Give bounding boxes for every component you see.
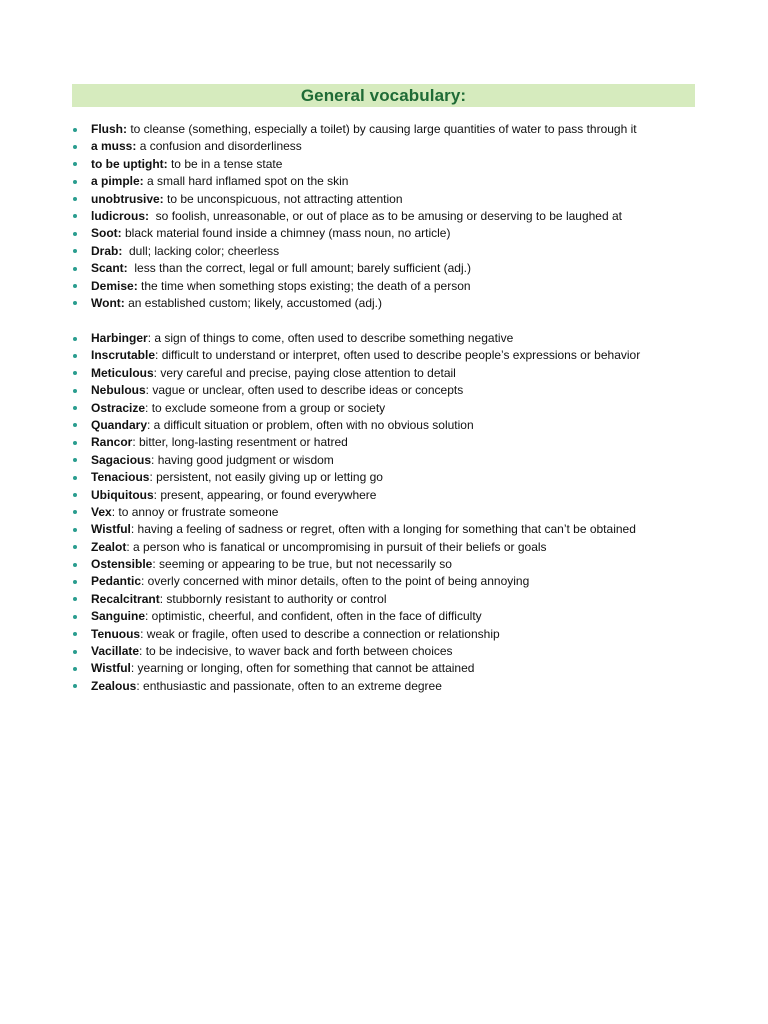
vocab-item <box>72 400 732 417</box>
bullet-dot-icon <box>73 632 77 636</box>
bullet-dot-icon <box>73 458 77 462</box>
vocab-term: Nebulous <box>91 383 146 398</box>
vocab-definition: : having a feeling of sadness or regret, often with a longing for something that can’t be obtained <box>130 522 636 537</box>
vocab-term: Demise: <box>91 278 138 293</box>
bullet-dot-icon <box>73 545 77 549</box>
vocab-definition: to be unconspicuous, not attracting attention <box>163 191 403 206</box>
vocab-definition: so foolish, unreasonable, or out of place as to be amusing or deserving to be laughed at <box>149 208 622 223</box>
bullet-dot-icon <box>73 389 77 393</box>
vocab-definition: : enthusiastic and passionate, often to an extreme degree <box>136 678 442 693</box>
vocab-item <box>72 156 732 173</box>
vocab-term: to be uptight: <box>91 156 168 171</box>
bullet-dot-icon <box>73 406 77 410</box>
vocab-item <box>72 521 732 538</box>
vocab-item <box>72 626 732 643</box>
vocab-definition: : stubbornly resistant to authority or control <box>159 591 387 606</box>
bullet-dot-icon <box>73 493 77 497</box>
vocab-definition: : difficult to understand or interpret, often used to describe people’s expressions or behavior <box>155 348 641 363</box>
vocab-definition: dull; lacking color; cheerless <box>122 243 280 258</box>
vocab-definition: to be in a tense state <box>167 156 283 171</box>
vocab-definition: : vague or unclear, often used to describe ideas or concepts <box>145 383 464 398</box>
vocab-definition: : overly concerned with minor details, often to the point of being annoying <box>141 574 530 589</box>
bullet-dot-icon <box>73 423 77 427</box>
vocab-term: Harbinger <box>91 331 148 345</box>
vocab-term: Tenuous <box>91 626 141 641</box>
page-title: General vocabulary: <box>300 85 467 105</box>
bullet-dot-icon <box>73 528 77 532</box>
vocab-term: a muss: <box>91 139 137 154</box>
bullet-dot-icon <box>73 371 77 375</box>
bullet-dot-icon <box>73 510 77 514</box>
vocab-definition: : optimistic, cheerful, and confident, often in the face of difficulty <box>145 609 482 624</box>
vocab-item <box>72 225 732 242</box>
vocab-item <box>72 121 732 138</box>
bullet-dot-icon <box>73 667 77 671</box>
vocab-definition: : to be indecisive, to waver back and forth between choices <box>139 644 453 659</box>
bullet-dot-icon <box>73 563 77 567</box>
vocab-definition: : having good judgment or wisdom <box>151 452 334 467</box>
vocab-item <box>72 417 732 434</box>
vocab-term: Zealous <box>91 678 137 693</box>
bullet-dot-icon <box>73 441 77 445</box>
bullet-dot-icon <box>73 214 77 218</box>
bullet-dot-icon <box>73 580 77 584</box>
vocab-term: Tenacious <box>91 470 150 485</box>
vocab-item <box>72 173 732 190</box>
vocab-item <box>72 643 732 660</box>
vocab-item <box>72 330 732 347</box>
vocab-item <box>72 382 732 399</box>
vocab-item <box>72 469 732 486</box>
bullet-dot-icon <box>73 684 77 688</box>
vocab-item <box>72 278 732 295</box>
vocab-term: Ostracize <box>91 400 146 415</box>
bullet-dot-icon <box>73 180 77 184</box>
bullet-dot-icon <box>73 232 77 236</box>
vocab-term: Zealot <box>91 539 127 554</box>
vocab-definition: an established custom; likely, accustomed (adj.) <box>124 295 382 310</box>
vocab-definition: : persistent, not easily giving up or letting go <box>149 470 383 485</box>
vocab-definition: : seeming or appearing to be true, but not necessarily so <box>152 557 452 572</box>
bullet-dot-icon <box>73 197 77 201</box>
vocab-term: Wistful <box>91 522 131 537</box>
vocab-definition: to cleanse (something, especially a toilet) by causing large quantities of water to pass through it <box>127 122 637 136</box>
vocab-definition: : present, appearing, or found everywhere <box>153 487 377 502</box>
vocab-definition: : to exclude someone from a group or society <box>145 400 386 415</box>
vocab-item <box>72 573 732 590</box>
vocab-term: Wistful <box>91 661 131 676</box>
vocab-definition: less than the correct, legal or full amount; barely sufficient (adj.) <box>127 261 471 276</box>
bullet-dot-icon <box>73 128 77 132</box>
vocabulary-list-general <box>72 121 732 312</box>
title-band <box>72 84 695 107</box>
vocab-definition: the time when something stops existing; the death of a person <box>137 278 471 293</box>
vocab-term: Drab: <box>91 243 123 258</box>
vocab-item <box>72 191 732 208</box>
vocab-item <box>72 452 732 469</box>
bullet-dot-icon <box>73 162 77 166</box>
bullet-dot-icon <box>73 597 77 601</box>
vocab-definition: : very careful and precise, paying close attention to detail <box>153 365 456 380</box>
vocab-definition: : a person who is fanatical or uncompromising in pursuit of their beliefs or goals <box>126 539 547 554</box>
vocab-definition: : yearning or longing, often for something that cannot be attained <box>130 661 475 676</box>
vocab-item <box>72 138 732 155</box>
vocab-item <box>72 434 732 451</box>
vocab-term: Inscrutable <box>91 348 156 363</box>
vocab-term: Quandary <box>91 417 148 432</box>
bullet-dot-icon <box>73 249 77 253</box>
vocabulary-list-advanced <box>72 330 732 695</box>
bullet-dot-icon <box>73 284 77 288</box>
vocab-term: Pedantic <box>91 574 142 589</box>
vocab-item <box>72 678 732 695</box>
vocab-term: unobtrusive: <box>91 191 164 206</box>
vocab-term: ludicrous: <box>91 208 150 223</box>
vocab-item <box>72 243 732 260</box>
bullet-dot-icon <box>73 650 77 654</box>
bullet-dot-icon <box>73 301 77 305</box>
bullet-dot-icon <box>73 337 77 341</box>
vocab-definition: a confusion and disorderliness <box>136 139 302 154</box>
vocab-definition: : weak or fragile, often used to describe a connection or relationship <box>140 626 500 641</box>
vocab-term: a pimple: <box>91 174 144 189</box>
vocab-term: Vacillate <box>91 644 140 659</box>
vocab-term: Sagacious <box>91 452 152 467</box>
vocab-term: Sanguine <box>91 609 146 624</box>
vocab-term: Scant: <box>91 261 128 276</box>
vocab-item <box>72 504 732 521</box>
bullet-dot-icon <box>73 267 77 271</box>
vocab-definition: : a difficult situation or problem, often with no obvious solution <box>147 417 474 432</box>
vocab-definition: a small hard inflamed spot on the skin <box>143 174 349 189</box>
vocab-term: Flush: <box>91 122 127 136</box>
vocab-item <box>72 295 732 312</box>
bullet-dot-icon <box>73 145 77 149</box>
vocab-item <box>72 660 732 677</box>
bullet-dot-icon <box>73 354 77 358</box>
vocab-term: Ubiquitous <box>91 487 154 502</box>
vocab-term: Ostensible <box>91 557 153 572</box>
vocab-item <box>72 591 732 608</box>
vocab-term: Vex <box>91 504 112 519</box>
vocab-term: Rancor <box>91 435 133 450</box>
bullet-dot-icon <box>73 476 77 480</box>
vocab-definition: : bitter, long-lasting resentment or hatred <box>132 435 348 450</box>
vocab-definition: : a sign of things to come, often used to describe something negative <box>147 331 514 345</box>
vocab-term: Meticulous <box>91 365 154 380</box>
vocab-term: Soot: <box>91 226 122 241</box>
vocab-item <box>72 365 732 382</box>
vocab-item <box>72 539 732 556</box>
vocab-item <box>72 260 732 277</box>
bullet-dot-icon <box>73 615 77 619</box>
vocab-definition: : to annoy or frustrate someone <box>111 504 279 519</box>
vocab-definition: black material found inside a chimney (mass noun, no article) <box>121 226 451 241</box>
vocab-item <box>72 487 732 504</box>
vocab-item <box>72 347 732 364</box>
vocab-term: Wont: <box>91 295 125 310</box>
vocab-item <box>72 556 732 573</box>
vocab-term: Recalcitrant <box>91 591 160 606</box>
vocab-item <box>72 208 732 225</box>
vocab-item <box>72 608 732 625</box>
